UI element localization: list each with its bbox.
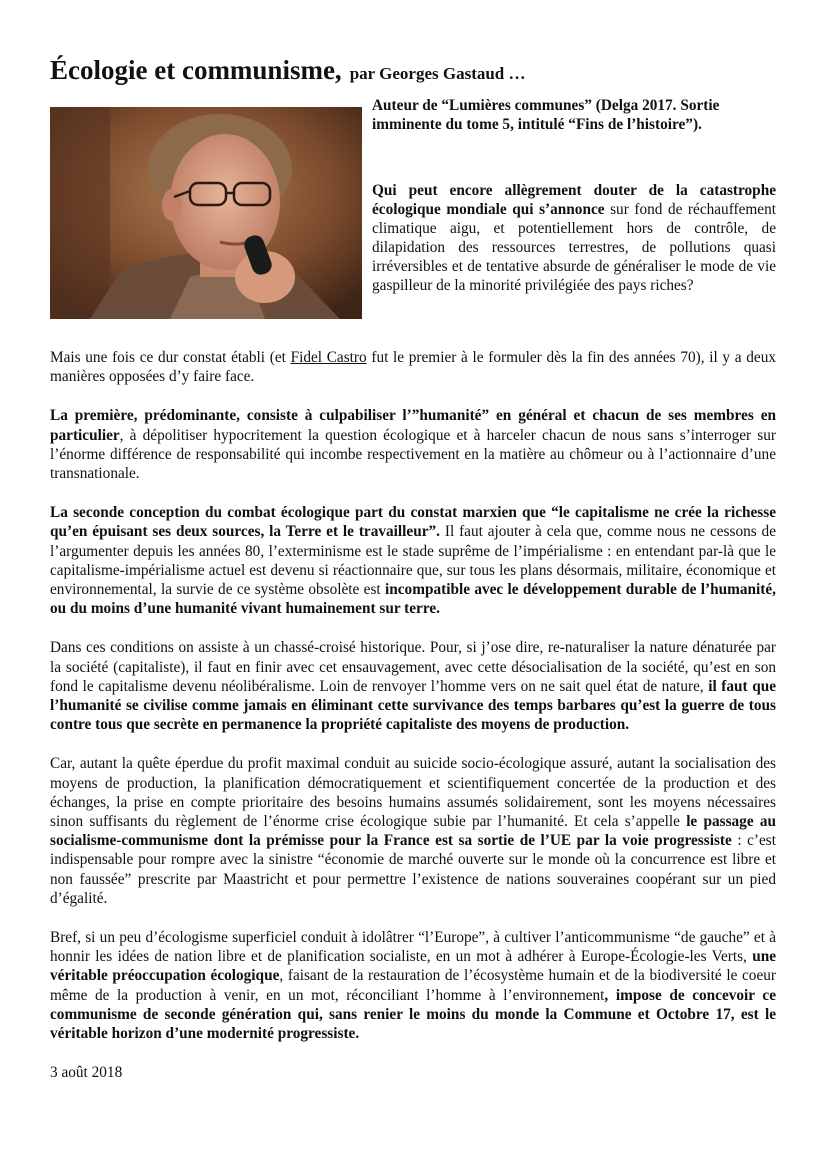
paragraph-3 xyxy=(50,503,776,618)
p5-bold: le passage au socialisme-communisme dont la prémisse pour la France est sa sortie de l’UE par la voie progressiste xyxy=(50,813,776,850)
p3-bold-2: incompatible avec le développement durable de l’humanité, ou du moins d’une humanité vivant humainement sur terre. xyxy=(50,581,776,618)
p6-text-b: , faisant de la restauration de l’écosystème humain et de la biodiversité le coeur même de la production à venir, en un mot, réconciliant l’homme à l’environnement xyxy=(50,967,776,1004)
portrait-photo-icon xyxy=(50,107,362,319)
p6-bold-1: une véritable préoccupation écologique xyxy=(50,948,776,985)
article-body xyxy=(50,348,776,1103)
intro-bold: Qui peut encore allègrement douter de la catastrophe écologique mondiale qui s’annonce xyxy=(372,182,776,218)
fidel-castro-link[interactable]: Fidel Castro xyxy=(290,349,367,366)
article-title xyxy=(50,50,526,87)
author-photo xyxy=(50,107,362,319)
p4-text: Dans ces conditions on assiste à un chassé-croisé historique. Pour, si j’ose dire, re-naturaliser la nature dénaturée par la société (capitaliste), il faut en finir avec cet ensauvagement, avec cette désocialisation de la société, qu’est en son fond le capitalisme devenu néolibéralisme. Loin de renvoyer l’homme vers on ne sait quel état de nature, xyxy=(50,639,776,695)
author-note: Auteur de “Lumières communes” (Delga 2017. Sortie imminente du tome 5, intitulé “Fins de l’histoire”). xyxy=(372,97,720,133)
title-byline: par Georges Gastaud … xyxy=(349,64,526,83)
p2-text: , à dépolitiser hypocritement la question écologique et à harceler chacun de nous sans s’interroger sur l’énorme différence de responsabilité qui incombe respectivement en la matière au chômeur ou à l’actionnaire d’une transnationale. xyxy=(50,426,776,483)
side-column xyxy=(372,96,776,295)
paragraph-4 xyxy=(50,638,776,734)
p5-text-a: Car, autant la quête éperdue du profit maximal conduit au suicide socio-écologique assuré, autant la socialisation des moyens de production, la planification démocratiquement et scientifiquement concertée de la production et des échanges, la prise en compte prioritaire des besoins humains assumés solidairement, sont les moyens nécessaires sinon suffisants du règlement de l’énorme crise écologique subie par l’humanité. Et cela s’appelle xyxy=(50,755,776,831)
title-main: Écologie et communisme, xyxy=(50,55,342,85)
paragraph-6 xyxy=(50,928,776,1043)
paragraph-5 xyxy=(50,754,776,908)
p3-bold-1: La seconde conception du combat écologique part du constat marxien que “le capitalisme ne crée la richesse qu’en épuisant ses deux sources, la Terre et le travailleur”. xyxy=(50,504,776,541)
p6-bold-2: , impose de concevoir ce communisme de seconde génération qui, sans renier le moins du monde la Commune et Octobre 17, est le véritable horizon d’une modernité progressiste. xyxy=(50,986,776,1043)
article-date: 3 août 2018 xyxy=(50,1064,123,1082)
p6-text-a: Bref, si un peu d’écologisme superficiel conduit à idolâtrer “l’Europe”, à cultiver l’anticommunisme “de gauche” et à honnir les idées de nation libre et de planification socialiste, en un mot à adhérer à Europe-Écologie-les Verts, xyxy=(50,929,776,966)
p4-bold: il faut que l’humanité se civilise comme jamais en éliminant cette survivance des temps barbares qu’est la guerre de tous contre tous que secrète en permanence la propriété capitaliste des moyens de production. xyxy=(50,677,776,734)
paragraph-1 xyxy=(50,348,776,386)
intro-paragraph xyxy=(372,181,776,295)
p3-text: Il faut ajouter à cela que, comme nous ne cessons de l’argumenter depuis les années 80, l’exterminisme est le stade suprême de l’impérialisme : en entendant par-là que le capitalisme-impérialisme actuel est devenu si réactionnaire que, sur tous les plans désormais, militaire, économique et environnemental, la survie de ce système obsolète est xyxy=(50,523,776,599)
p2-bold: La première, prédominante, consiste à culpabiliser l’”humanité” en général et chacun de ses membres en particulier xyxy=(50,407,776,444)
p1-text-a: Mais une fois ce dur constat établi (et xyxy=(50,349,291,366)
intro-text: sur fond de réchauffement climatique aigu, et potentiellement hors de contrôle, de dilapidation des ressources terrestres, de pollutions quasi irréversibles et de tentative absurde de généraliser le mode de vie gaspilleur de la minorité privilégiée des pays riches? xyxy=(372,201,776,294)
p1-text-b: fut le premier à le formuler dès la fin des années 70), il y a deux manières opposées d’y faire face. xyxy=(50,349,776,386)
p5-text-b: : c’est indispensable pour rompre avec la sinistre “économie de marché ouverte sur le monde où la concurrence est libre et non faussée” prescrite par Maastricht et pour permettre l’existence de nations souveraines coopérant sur un pied d’égalité. xyxy=(50,832,776,907)
paragraph-2 xyxy=(50,406,776,483)
